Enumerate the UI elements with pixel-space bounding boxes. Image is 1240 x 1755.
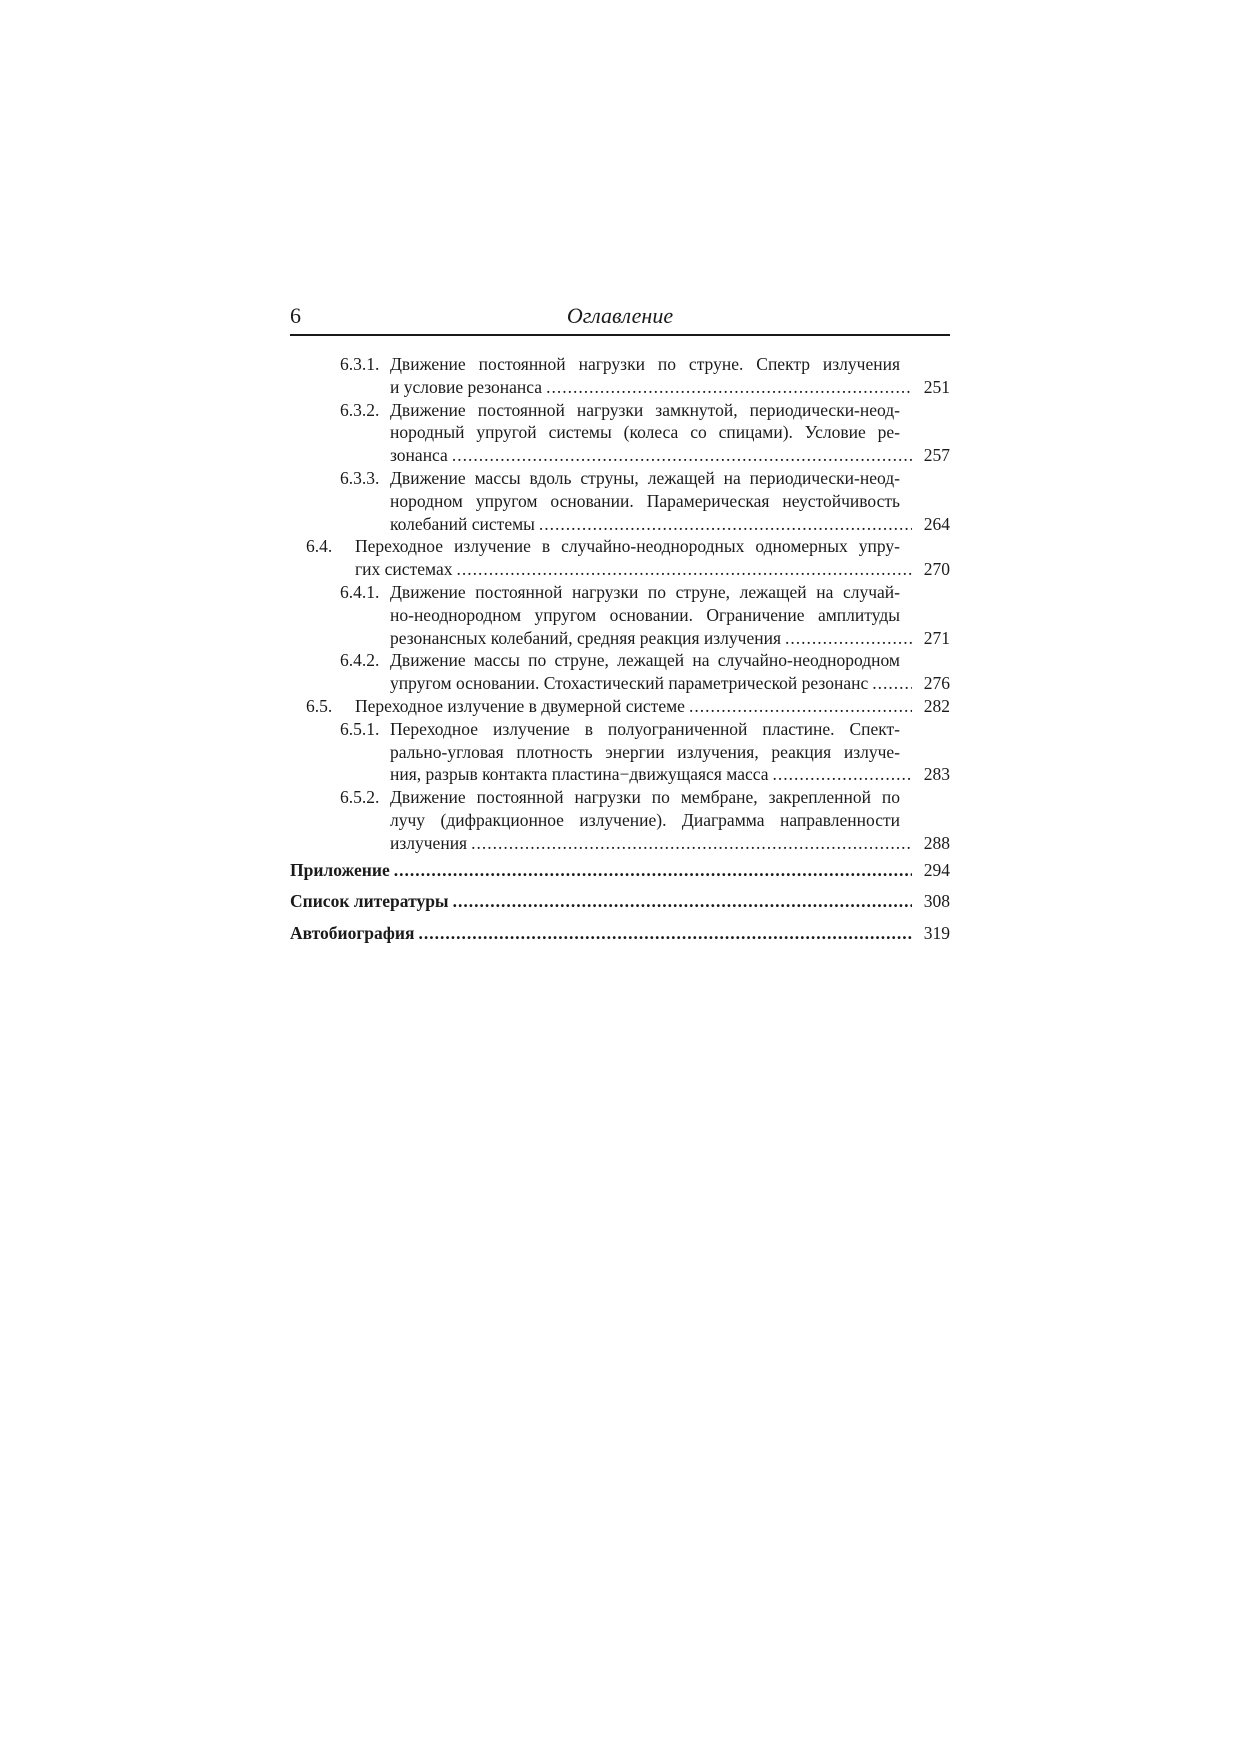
entry-text-line: но-неоднородном упругом основании. Ограничение амплитуды <box>390 604 900 625</box>
entry-text-line: резонансных колебаний, средняя реакция излучения <box>390 627 782 648</box>
page-ref: 264 <box>923 513 950 534</box>
toc-entry-6-5[interactable] <box>290 695 950 718</box>
section-number: 6.5.1. <box>340 718 380 739</box>
section-number: 6.3.1. <box>340 354 380 374</box>
dot-leader <box>785 627 912 650</box>
entry-text-line: упругом основании. Стохастический параметрической резонанс <box>390 673 869 694</box>
toc-entry-appendix[interactable] <box>290 859 950 882</box>
page-ref: 276 <box>923 673 950 694</box>
entry-text-line: Движение постоянной нагрузки по струне. Спектр излучения <box>390 354 900 374</box>
entry-text-line: и условие резонанса <box>390 376 543 397</box>
dot-leader <box>539 513 912 536</box>
entry-text-line: Автобиография <box>290 923 415 944</box>
section-number: 6.3.2. <box>340 399 380 420</box>
dot-leader <box>452 444 912 467</box>
page-number: 6 <box>290 303 301 328</box>
page-ref: 319 <box>923 923 950 944</box>
entry-text-line: нородном упругом основании. Парамерическая неустойчивость <box>390 490 900 511</box>
page-ref: 308 <box>923 891 950 912</box>
dot-leader <box>471 832 912 855</box>
entry-text-line: Переходное излучение в двумерной системе <box>355 695 685 716</box>
entry-text-line: гих системах <box>355 559 453 580</box>
entry-text-line: зонанса <box>390 445 448 466</box>
page-ref: 270 <box>923 559 950 580</box>
dot-leader <box>689 695 912 718</box>
entry-text-line: рально-угловая плотность энергии излучения, реакция излуче- <box>390 741 900 762</box>
toc-entry-autobiography[interactable] <box>290 922 950 945</box>
page-ref: 294 <box>923 859 950 880</box>
dot-leader <box>772 763 912 786</box>
section-number: 6.3.3. <box>340 467 380 488</box>
toc-entry-6-5-2[interactable] <box>290 786 950 854</box>
entry-text-line: Движение постоянной нагрузки по струне, лежащей на случай- <box>390 581 900 602</box>
entry-text-line: ния, разрыв контакта пластина−движущаяся масса <box>390 764 769 785</box>
running-title: Оглавление <box>566 303 674 328</box>
entry-text-line: Переходное излучение в случайно-неоднородных одномерных упру- <box>355 536 900 557</box>
toc-entry-6-4[interactable] <box>290 535 950 581</box>
entry-text-line: Движение постоянной нагрузки по мембране, закрепленной по <box>390 787 900 808</box>
page-ref: 283 <box>923 764 950 785</box>
page-ref: 257 <box>923 445 950 466</box>
page-header <box>290 300 950 336</box>
dot-leader <box>872 672 912 695</box>
section-number: 6.5. <box>306 695 333 716</box>
entry-text-line: излучения <box>390 832 468 853</box>
entry-text-line: нородный упругой системы (колеса со спицами). Условие ре- <box>390 422 900 443</box>
entry-text-line: Переходное излучение в полуограниченной пластине. Спект- <box>390 718 900 739</box>
dot-leader <box>546 376 912 399</box>
entry-text-line: Движение массы по струне, лежащей на случайно-неоднородном <box>390 650 900 671</box>
section-number: 6.4.2. <box>340 650 380 671</box>
section-number: 6.5.2. <box>340 787 380 808</box>
dot-leader <box>418 922 912 945</box>
table-of-contents <box>290 353 950 945</box>
toc-entry-references[interactable] <box>290 890 950 913</box>
page-ref: 282 <box>923 695 950 716</box>
entry-text-line: Движение массы вдоль струны, лежащей на периодически-неод- <box>390 467 900 488</box>
dot-leader <box>456 558 912 581</box>
page-ref: 271 <box>923 627 950 648</box>
page-ref: 251 <box>923 376 950 397</box>
entry-text-line: лучу (дифракционное излучение). Диаграмма направленности <box>390 809 900 830</box>
toc-entry-6-5-1[interactable] <box>290 718 950 786</box>
dot-leader <box>453 890 912 913</box>
toc-entry-6-4-2[interactable] <box>290 649 950 695</box>
page-ref: 288 <box>923 832 950 853</box>
dot-leader <box>394 859 912 882</box>
entry-text-line: Движение постоянной нагрузки замкнутой, периодически-неод- <box>390 399 900 420</box>
section-number: 6.4. <box>306 536 333 557</box>
toc-entry-6-4-1[interactable] <box>290 581 950 649</box>
section-number: 6.4.1. <box>340 581 380 602</box>
entry-text-line: Приложение <box>290 859 390 880</box>
toc-entry-6-3-1[interactable] <box>290 353 950 399</box>
toc-entry-6-3-2[interactable] <box>290 399 950 467</box>
entry-text-line: Список литературы <box>290 891 449 912</box>
entry-text-line: колебаний системы <box>390 513 535 534</box>
toc-entry-6-3-3[interactable] <box>290 467 950 535</box>
